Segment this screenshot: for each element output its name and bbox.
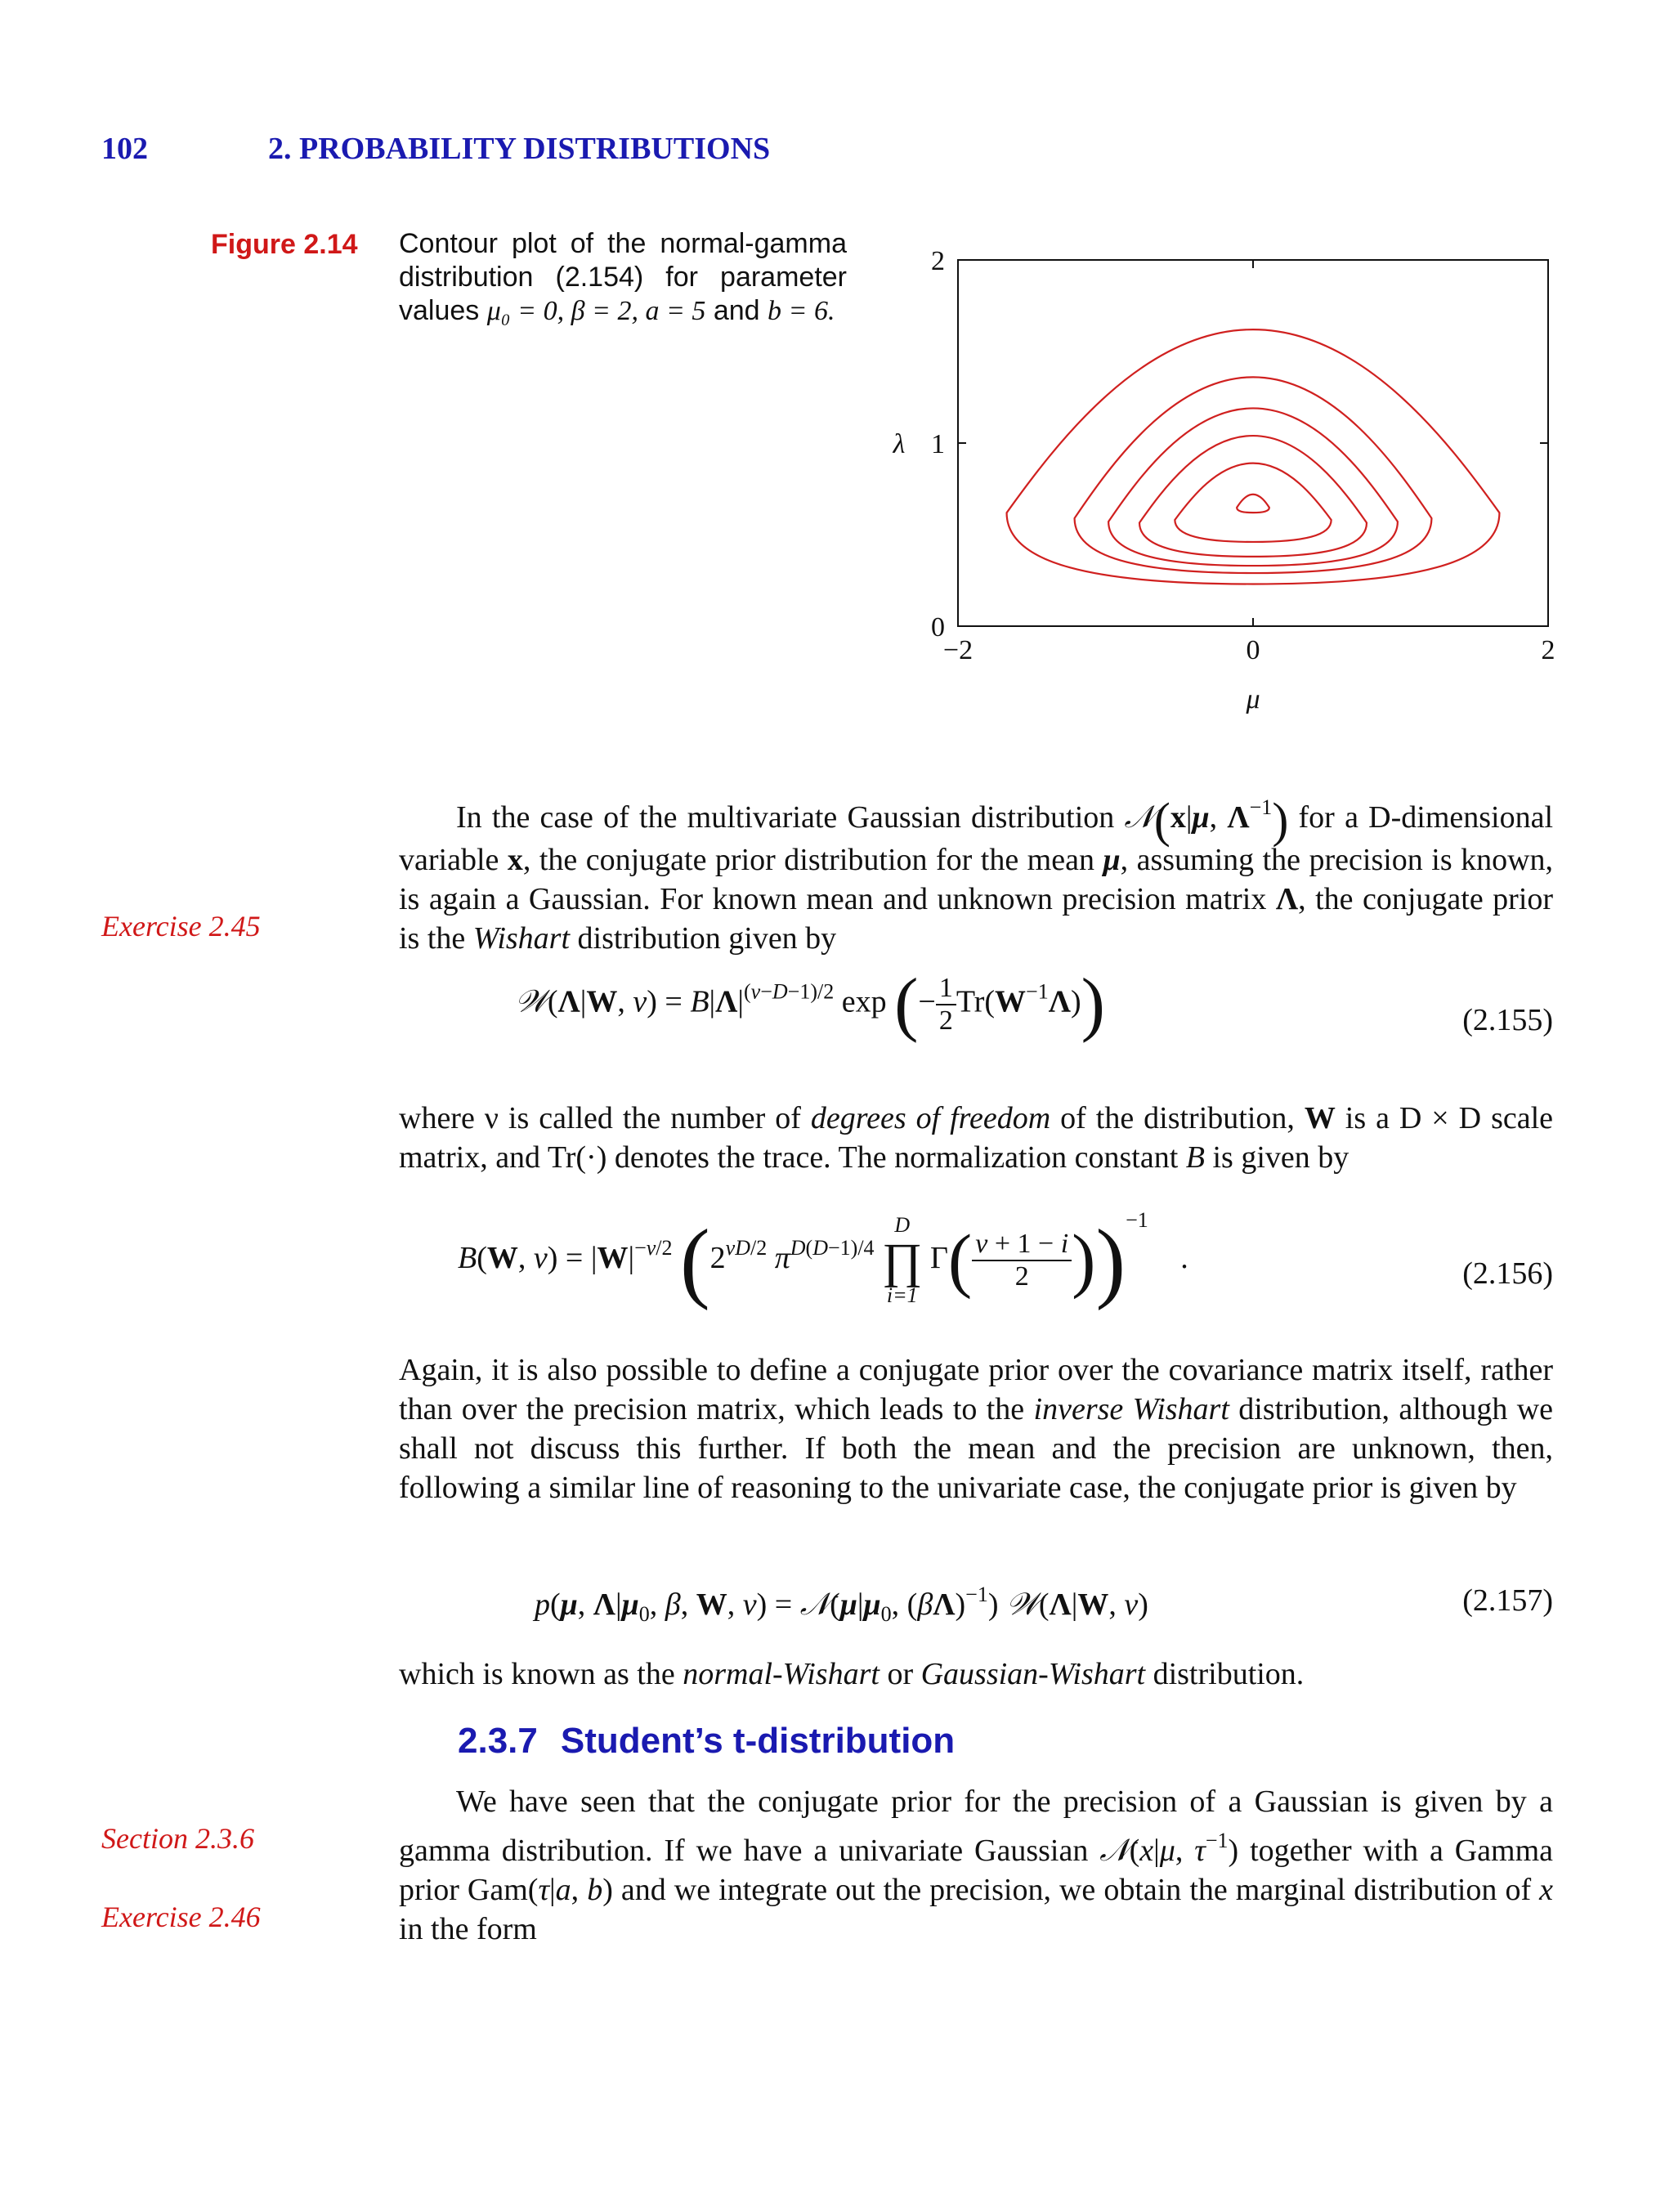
p2-text-c: is a D × D scale matrix, and Tr(·) denotes the trace. The normalization constant — [399, 1101, 1554, 1175]
equation-number-2-157: (2.157) — [1462, 1583, 1553, 1618]
p5-text-c: and we integrate out the precision, we obtain the marginal distribution of — [620, 1873, 1532, 1907]
running-head: 2. PROBABILITY DISTRIBUTIONS — [268, 132, 771, 166]
contour-line-level-5 — [1175, 463, 1331, 542]
page-number: 102 — [101, 132, 148, 166]
p3-inverse-wishart: inverse Wishart — [1033, 1392, 1229, 1426]
equation-2-155: 𝒲(Λ|W, $\nu) = B|\Lambda|^{(\nu-D-1)/2}$ exp (− $\frac{1}{2}$ $Tr(W^{-1}\Lambda)$) — [515, 965, 1105, 1044]
margin-section-2-3-6[interactable]: Section 2.3.6 — [101, 1822, 254, 1855]
x-axis-label: μ — [1246, 684, 1260, 714]
p2-text-b: of the distribution, — [1060, 1101, 1295, 1135]
p5-text-d: in the form — [399, 1912, 537, 1946]
plot-frame — [958, 260, 1548, 626]
p4-or: or — [887, 1657, 914, 1691]
p3-text-b: distribution, although we shall not discuss this further. If both the mean and the precision are unknown, then, following a similar line of reasoning to the univariate case, the conjugate prior is given by — [399, 1392, 1554, 1505]
caption-and: and — [713, 295, 760, 326]
equation-2-156: B(W, $\nu) = |W|^{-\nu/2}$ ($2^{\nu D/2}$ $\pi^{D(D-1)/4}$ D ∏ i=1 Γ( $\frac{\nu + 1 - i}{2}$ ))$^{-1}$ . — [458, 1208, 1188, 1311]
paragraph-2: where ν is called the number of degrees of freedom of the distribution, W is a D × D scale matrix, and Tr(·) denotes the trace. The normalization constant B is given by — [399, 1101, 1554, 1175]
contour-line-level-2 — [1075, 377, 1432, 573]
p4-text-b: distribution. — [1153, 1657, 1305, 1691]
y-tick-label: 2 — [931, 246, 945, 276]
p1-text-d: assuming the precision is known, is again a Gaussian. For known mean and unknown precision matrix — [399, 843, 1554, 917]
contour-line-level-4 — [1139, 436, 1367, 557]
y-tick-label: 0 — [931, 612, 945, 643]
contour-line-level-1 — [1007, 329, 1500, 584]
figure-caption — [399, 227, 847, 328]
p2-text-a: where ν is called the number of — [399, 1101, 801, 1135]
paragraph-5: We have seen that the conjugate prior for the precision of a Gaussian is given by a gamma distribution. If we have a univariate Gaussian 𝒩(x|μ, $\tau^{-1}$) together with a Gamma prior Gam(τ|a, b) and we integrate out the precision, we obtain the marginal distribution of x in the form — [399, 1784, 1554, 1946]
p2-dof: degrees of freedom — [810, 1101, 1051, 1135]
caption-params: μ₀ = 0, β = 2, a = 5 — [486, 296, 706, 326]
x-tick-label: −2 — [942, 635, 974, 665]
x-tick-label: 2 — [1541, 635, 1555, 665]
caption-b: b = 6. — [768, 296, 835, 326]
p4-gaussian-wishart: Gaussian-Wishart — [920, 1657, 1146, 1691]
p1-text-a: In the case of the multivariate Gaussian distribution — [456, 800, 1115, 835]
p1-wishart: Wishart — [472, 921, 571, 956]
paragraph-1: In the case of the multivariate Gaussian distribution 𝒩(x|μ, $\Lambda^{-1}$) for a D-dimensional variable x, the conjugate prior distribution for the mean μ, assuming the precision is known, is again a Gaussian. For known mean and unknown precision matrix Λ, the conjugate prior is the Wishart distribution given by — [399, 793, 1554, 956]
equation-number-2-155: (2.155) — [1462, 1003, 1553, 1037]
section-heading — [458, 1721, 955, 1762]
p5-text-a: We have seen that the conjugate prior for the precision of a Gaussian is given by a gamma distribution. If we have a univariate Gaussian — [399, 1784, 1553, 1868]
paragraph-4 — [399, 1655, 1553, 1694]
section-title: Student’s t-distribution — [560, 1721, 956, 1761]
contour-chart — [850, 237, 1586, 719]
p1-text-b: for a D-dimensional variable — [399, 800, 1554, 878]
y-tick-label: 1 — [931, 429, 945, 459]
equation-number-2-156: (2.156) — [1462, 1256, 1553, 1291]
paragraph-3 — [399, 1350, 1553, 1507]
p1-text-f: distribution given by — [577, 921, 837, 956]
p1-text-e: the conjugate prior is the — [399, 882, 1554, 956]
margin-exercise-2-45[interactable]: Exercise 2.45 — [101, 910, 261, 943]
section-number: 2.3.7 — [458, 1721, 538, 1761]
figure-label: Figure 2.14 — [211, 229, 358, 260]
equation-2-157: p(μ, $\Lambda|\mu_0$, β, W, $\nu) = 𝒩(\mu|\mu_0$, $(\beta\Lambda)^{-1}$) 𝒲(Λ|W, ν) — [535, 1583, 1148, 1626]
caption-text: Contour plot of the normal-gamma distribution (2.154) for parameter values — [399, 228, 847, 326]
p3-text-a: Again, it is also possible to define a conjugate prior over the covariance matrix itself, rather than over the precision matrix, which leads to the — [399, 1353, 1553, 1426]
margin-exercise-2-46[interactable]: Exercise 2.46 — [101, 1901, 261, 1933]
contour-line-level-6 — [1237, 495, 1269, 513]
p2-text-d: is given by — [1212, 1140, 1349, 1175]
p4-text-a: which is known as the — [399, 1657, 675, 1691]
p4-normal-wishart: normal-Wishart — [683, 1657, 880, 1691]
p5-text-b: together with a Gamma prior — [399, 1834, 1554, 1907]
y-axis-label: λ — [893, 429, 906, 459]
x-tick-label: 0 — [1246, 635, 1260, 665]
p1-text-c: the conjugate prior distribution for the mean — [539, 843, 1094, 878]
